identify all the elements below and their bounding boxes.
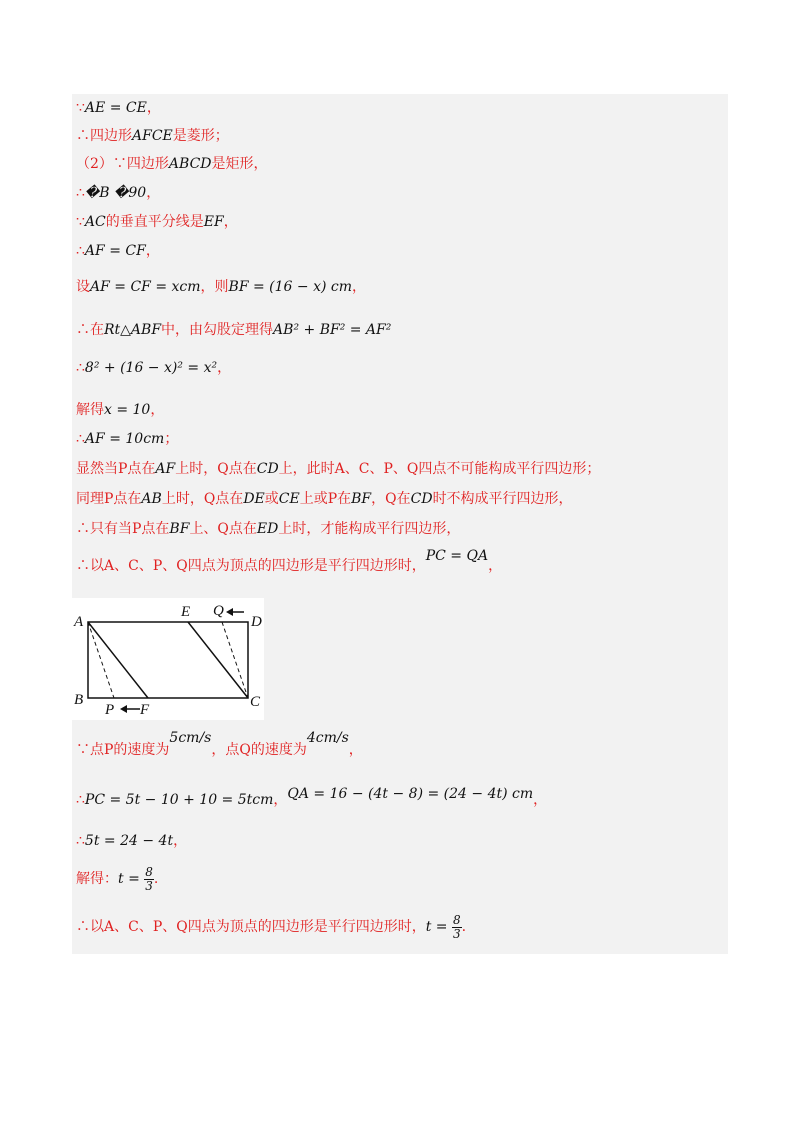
solution-line-4: ∴�B �90， [76, 185, 161, 201]
solution-line-11: ∴AF = 10cm； [76, 431, 179, 447]
arrow-q-head [226, 608, 233, 616]
solution-line-20: ∴以A、C、P、Q四点为顶点的四边形是平行四边形时，t = $\frac{8}{3}$ . [76, 912, 467, 941]
solution-line-8: ∴在Rt△ABF中，由勾股定理得AB² + BF² = AF² [76, 322, 392, 338]
rectangle-figure [72, 598, 264, 720]
segment-af [88, 622, 148, 698]
fraction-eight-thirds: $\frac{8}{3}$ [145, 864, 153, 893]
label-p: P [105, 702, 115, 718]
solution-line-3: （2）∵四边形ABCD是矩形， [76, 156, 268, 172]
fraction-eight-thirds-final: $\frac{8}{3}$ [452, 912, 461, 941]
label-f: F [140, 702, 150, 718]
arrow-p-head [120, 705, 127, 713]
label-q: Q [213, 603, 224, 619]
label-b: B [74, 692, 84, 708]
solution-line-14: ∴只有当P点在BF上、Q点在ED上时，才能构成平行四边形， [76, 521, 461, 537]
solution-line-18: ∴5t = 24 − 4t， [76, 833, 188, 849]
solution-line-1: ∵AE = CE， [76, 100, 161, 116]
solution-line-13: 同理P点在AB上时，Q点在DE或CE上或P在BF，Q在CD时不构成平行四边形， [76, 491, 573, 507]
solution-line-5: ∵AC的垂直平分线是EF， [76, 214, 238, 230]
solution-line-2: ∴四边形AFCE是菱形； [76, 128, 229, 144]
rectangle-abcd [88, 622, 248, 698]
figure-svg [72, 598, 264, 720]
solution-line-16: ∵点P的速度为5cm/s，点Q的速度为4cm/s， [76, 730, 363, 758]
segment-ec [188, 622, 248, 698]
solution-line-10: 解得x = 10， [76, 402, 165, 418]
solution-line-6: ∴AF = CF， [76, 243, 160, 259]
label-c: C [250, 694, 261, 710]
solution-line-12: 显然当P点在AF上时，Q点在CD上，此时A、C、P、Q四点不可能构成平行四边形； [76, 461, 601, 477]
solution-line-19: 解得：t = $\frac{8}{3}$ . [76, 864, 159, 893]
solution-line-9: ∴8² + (16 − x)² = x²， [76, 360, 232, 376]
solution-line-17: ∴PC = 5t − 10 + 10 = 5tcm，QA = 16 − (4t − 8) = (24 − 4t) cm， [76, 786, 548, 808]
solution-line-7: 设AF = CF = xcm，则BF = (16 − x) cm， [76, 279, 366, 295]
label-a: A [74, 614, 84, 630]
solution-line-15: ∴以A、C、P、Q四点为顶点的四边形是平行四边形时，PC = QA， [76, 548, 503, 574]
segment-qc-dashed [222, 622, 248, 698]
label-e: E [181, 604, 191, 620]
label-d: D [251, 614, 262, 630]
segment-ap-dashed [88, 622, 114, 698]
